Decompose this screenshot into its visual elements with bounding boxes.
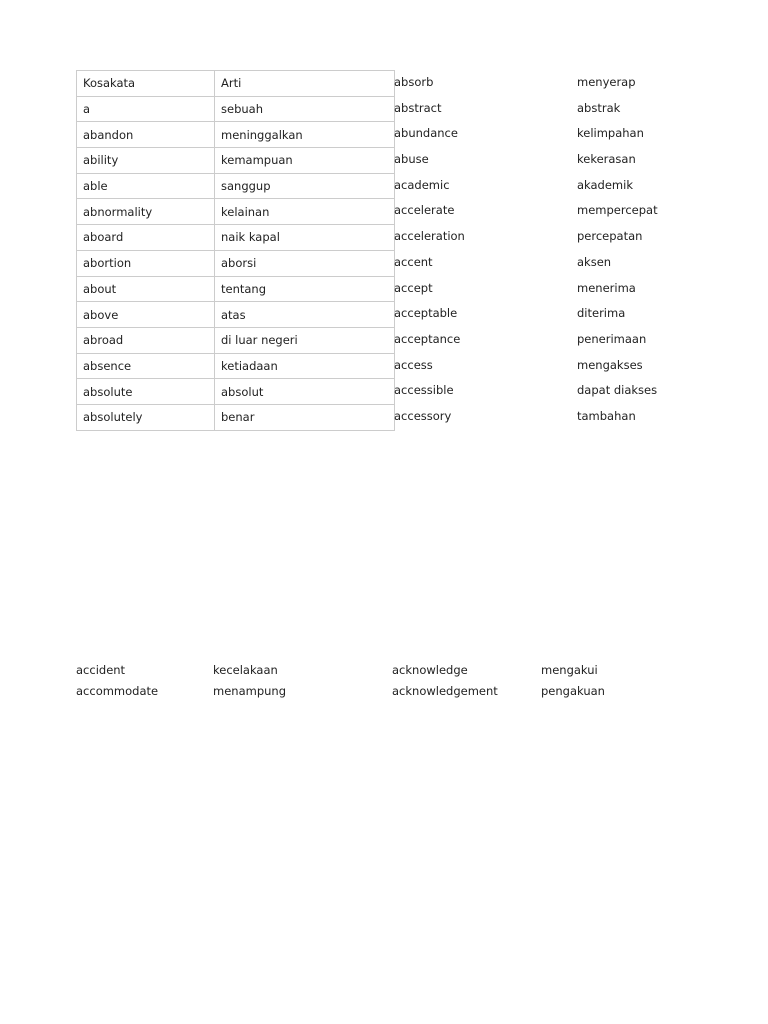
list-item (394, 224, 694, 250)
table-row (77, 148, 395, 174)
word-cell: above (77, 302, 215, 328)
list-item (394, 70, 694, 96)
word-cell: aboard (77, 225, 215, 251)
meaning-text: menerima (577, 280, 636, 295)
word-cell: abandon (77, 122, 215, 148)
word-text: accessible (394, 383, 454, 398)
meaning-text: mengakui (541, 663, 598, 677)
list-item (76, 660, 676, 681)
list-item (394, 147, 694, 173)
table-row (77, 276, 395, 302)
word-text: accent (394, 254, 433, 269)
word-text: accelerate (394, 203, 455, 218)
meaning-cell: atas (215, 302, 395, 328)
meaning-cell: naik kapal (215, 225, 395, 251)
vocabulary-list-bottom (76, 660, 676, 702)
table-row (77, 327, 395, 353)
list-item (394, 276, 694, 302)
word-text: acknowledgement (392, 684, 498, 698)
word-text: abuse (394, 152, 429, 167)
meaning-text: menyerap (577, 75, 636, 89)
table-row (77, 353, 395, 379)
word-text: accept (394, 280, 433, 295)
meaning-cell: tentang (215, 276, 395, 302)
list-item (394, 96, 694, 122)
vocabulary-list-right (394, 70, 694, 430)
word-text: accommodate (76, 684, 159, 698)
meaning-text: pengakuan (541, 684, 605, 698)
meaning-cell: kemampuan (215, 148, 395, 174)
word-text: access (394, 357, 433, 372)
meaning-text: percepatan (577, 229, 643, 244)
list-item (394, 327, 694, 353)
meaning-text: kekerasan (577, 152, 636, 167)
word-cell: absence (77, 353, 215, 379)
word-text: absorb (394, 75, 434, 89)
word-cell: about (77, 276, 215, 302)
list-item (394, 250, 694, 276)
header-kosakata: Kosakata (77, 71, 215, 97)
meaning-text: menampung (213, 684, 286, 698)
table-row (77, 225, 395, 251)
meaning-text: tambahan (577, 408, 636, 423)
meaning-cell: aborsi (215, 250, 395, 276)
meaning-text: dapat diakses (577, 383, 658, 398)
meaning-cell: benar (215, 404, 395, 430)
word-cell: absolute (77, 379, 215, 405)
meaning-text: kelimpahan (577, 126, 644, 141)
word-text: academic (394, 177, 450, 192)
meaning-text: mempercepat (577, 203, 658, 218)
word-cell: a (77, 96, 215, 122)
meaning-cell: sanggup (215, 173, 395, 199)
list-item (394, 404, 694, 430)
word-cell: abroad (77, 327, 215, 353)
meaning-cell: kelainan (215, 199, 395, 225)
table-header-row (77, 71, 395, 97)
word-text: acceptable (394, 306, 458, 321)
meaning-cell: ketiadaan (215, 353, 395, 379)
word-text: abstract (394, 100, 442, 115)
meaning-text: penerimaan (577, 331, 647, 346)
list-item (394, 198, 694, 224)
meaning-text: mengakses (577, 357, 643, 372)
word-cell: able (77, 173, 215, 199)
list-item (394, 301, 694, 327)
meaning-cell: sebuah (215, 96, 395, 122)
list-item (394, 173, 694, 199)
word-text: acknowledge (392, 663, 468, 677)
table-row (77, 302, 395, 328)
header-arti: Arti (215, 71, 395, 97)
word-cell: abnormality (77, 199, 215, 225)
word-text: accessory (394, 408, 452, 423)
list-item (394, 378, 694, 404)
meaning-cell: meninggalkan (215, 122, 395, 148)
table-row (77, 122, 395, 148)
table-row (77, 379, 395, 405)
word-text: acceleration (394, 229, 465, 244)
meaning-cell: absolut (215, 379, 395, 405)
word-text: abundance (394, 126, 458, 141)
table-row (77, 404, 395, 430)
meaning-text: akademik (577, 177, 633, 192)
meaning-cell: di luar negeri (215, 327, 395, 353)
word-cell: absolutely (77, 404, 215, 430)
word-text: acceptance (394, 331, 461, 346)
meaning-text: abstrak (577, 100, 621, 115)
list-item (76, 681, 676, 702)
table-row (77, 199, 395, 225)
vocabulary-table (76, 70, 395, 431)
word-cell: abortion (77, 250, 215, 276)
meaning-text: kecelakaan (213, 663, 278, 677)
word-text: accident (76, 663, 126, 677)
list-item (394, 353, 694, 379)
meaning-text: diterima (577, 306, 626, 321)
meaning-text: aksen (577, 254, 612, 269)
list-item (394, 121, 694, 147)
table-row (77, 96, 395, 122)
table-row (77, 173, 395, 199)
table-row (77, 250, 395, 276)
word-cell: ability (77, 148, 215, 174)
